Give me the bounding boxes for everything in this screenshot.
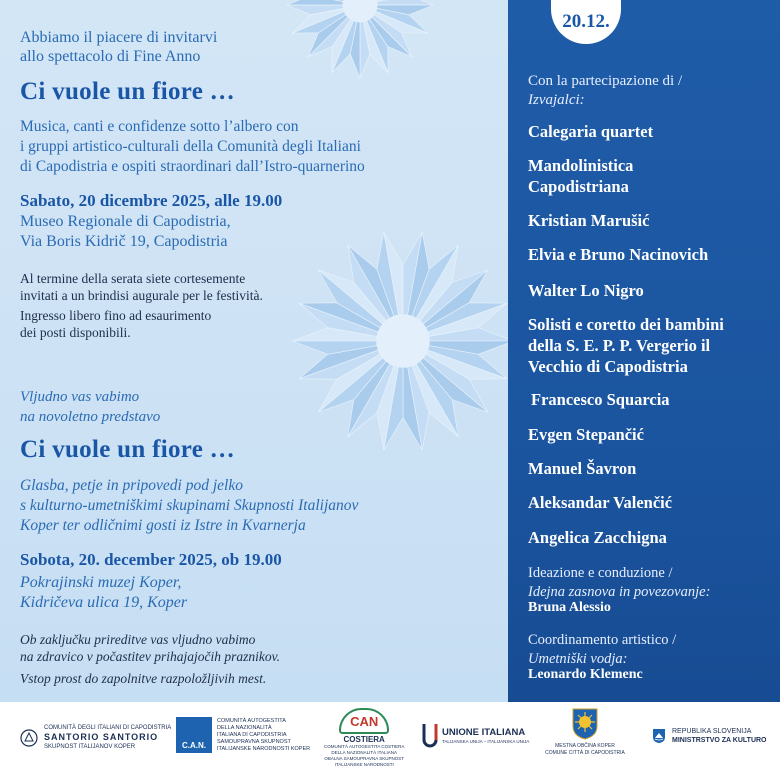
crest-icon	[20, 729, 38, 747]
performer-aleksandar-valencic: Aleksandar Valenčić	[528, 493, 673, 512]
credit-artistic-name: Leonardo Klemenc	[528, 667, 643, 682]
logo-can-costiera: CAN COSTIERA COMUNITÀ AUTOGESTITA COSTIERA DELLA NAZIONALITÀ ITALIANA OBALNA SAMOUPRAVNA SKUPNOST ITALIJANSKE NARODNOSTI	[324, 708, 404, 768]
invite-italian: Abbiamo il piacere di invitarvi allo spettacolo di Fine Anno	[20, 29, 218, 65]
event-description-slovene: Glasba, petje in pripovedi pod jelko s kulturno-umetniškimi skupinami Skupnosti Italijanov Koper ter odličnimi gosti iz Istre in Kvarnerja	[20, 477, 359, 534]
invite-slovene: Vljudno vas vabimo na novoletno predstavo	[20, 389, 161, 425]
performer-mandolinistica: Mandolinistica Capodistriana	[528, 156, 634, 196]
footer-logos	[0, 702, 780, 781]
event-title-slovene: Ci vuole un fiore …	[20, 436, 235, 463]
performer-evgen-stepancic: Evgen Stepančić	[528, 425, 644, 444]
date-badge: 20.12.	[551, 0, 621, 44]
credit-artistic-label: Coordinamento artistico / Umetniški vodja:	[528, 632, 677, 667]
entry-note-italian: Ingresso libero fino ad esaurimento dei posti disponibili.	[20, 308, 212, 340]
unione-italiana-mark-icon	[422, 722, 438, 750]
logo-can-capodistria: C.A.N. COMUNITÀ AUTOGESTITA DELLA NAZIONALITÀ ITALIANA DI CAPODISTRIA SAMOUPRAVNA SKUPNOST ITALIJANSKE NARODNOSTI KOPER	[176, 717, 310, 753]
performer-solisti-coretto: Solisti e coretto dei bambini della S. E. P. P. Vergerio il Vecchio di Capodistria	[528, 315, 724, 376]
performer-kristian-marusic: Kristian Marušić	[528, 211, 650, 230]
event-description-italian: Musica, canti e confidenze sotto l’albero con i gruppi artistico-culturali della Comunità degli Italiani di Capodistria e ospiti straordinari dall’Istro-quarnerino	[20, 118, 365, 175]
paper-flower-top-icon	[270, 0, 450, 80]
can-emblem-icon: C.A.N.	[176, 717, 212, 753]
performer-calegaria-quartet: Calegaria quartet	[528, 122, 654, 141]
event-title-italian: Ci vuole un fiore …	[20, 78, 235, 105]
paper-flower-large-icon	[290, 196, 508, 486]
costiera-emblem-icon: CAN	[339, 708, 389, 734]
performer-manuel-savron: Manuel Šavron	[528, 459, 637, 478]
logo-comunita-italiani-capodistria: COMUNITÀ DEGLI ITALIANI DI CAPODISTRIA SANTORIO SANTORIO SKUPNOST ITALIJANOV KOPER	[20, 724, 171, 751]
performer-angelica-zacchigna: Angelica Zacchigna	[528, 528, 667, 547]
logo-unione-italiana: UNIONE ITALIANA TALIJANSKA UNIJA – ITALIJANSKA UNIJA	[422, 722, 529, 750]
reception-note-slovene: Ob zaključku prireditve vas vljudno vabimo na zdravico v počastitev prihajajočih praznikov.	[20, 632, 280, 664]
performer-elvia-bruno-nacinovich: Elvia e Bruno Nacinovich	[528, 245, 709, 264]
reception-note-italian: Al termine della serata siete cortesemente invitati a un brindisi augurale per le festività.	[20, 271, 263, 303]
entry-note-slovene: Vstop prost do zapolnitve razpoložljivih mest.	[20, 671, 267, 686]
performer-francesco-squarcia: Francesco Squarcia	[531, 390, 670, 409]
right-panel-performers	[508, 0, 780, 702]
performer-walter-lo-nigro: Walter Lo Nigro	[528, 281, 644, 300]
slovenia-shield-icon	[652, 728, 666, 744]
logo-mestna-obcina-koper: MESTNA OBČINA KOPER COMUNE CITTÀ DI CAPODISTRIA	[540, 708, 630, 757]
credit-conception-label: Ideazione e conduzione / Idejna zasnova in povezovanje:	[528, 565, 711, 600]
participation-intro: Con la partecipazione di / Izvajalci:	[528, 73, 683, 108]
event-date-italian: Sabato, 20 dicembre 2025, alle 19.00	[20, 191, 283, 210]
logo-ministrstvo-za-kulturo: REPUBLIKA SLOVENIJA MINISTRSTVO ZA KULTURO	[652, 727, 767, 745]
event-date-slovene: Sobota, 20. december 2025, ob 19.00	[20, 550, 282, 569]
credit-conception-name: Bruna Alessio	[528, 600, 611, 615]
event-venue-italian: Museo Regionale di Capodistria, Via Boris Kidrič 19, Capodistria	[20, 213, 231, 250]
flower-center	[376, 314, 429, 367]
event-venue-slovene: Pokrajinski muzej Koper, Kidričeva ulica 19, Koper	[20, 574, 188, 611]
koper-coat-of-arms-icon	[572, 708, 598, 740]
